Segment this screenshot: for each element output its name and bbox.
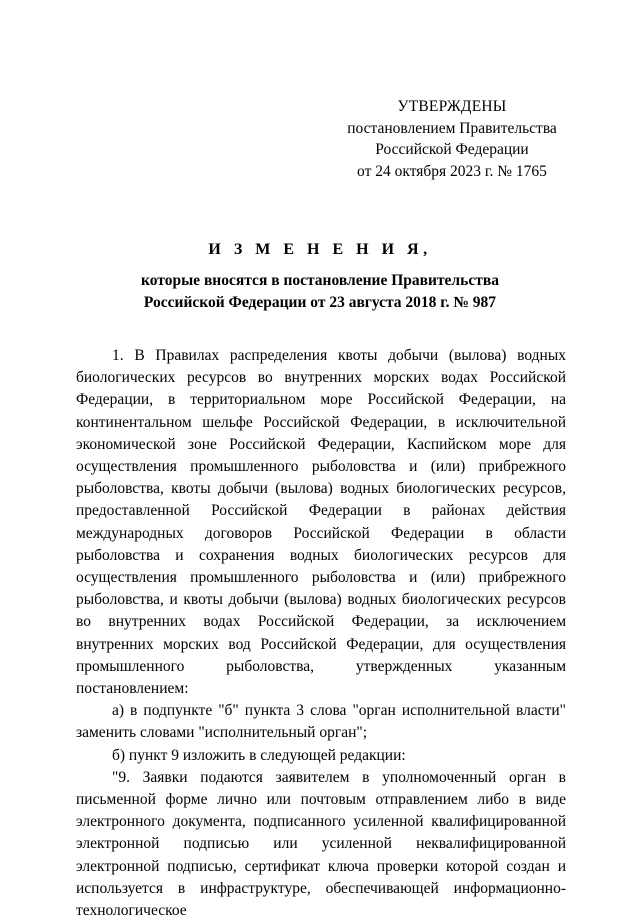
approval-heading: УТВЕРЖДЕНЫ — [397, 98, 507, 115]
document-subtitle-line-1: которые вносятся в постановление Правительства — [141, 272, 499, 289]
approval-line-2: Российской Федерации — [375, 141, 529, 158]
document-title: И З М Е Н Е Н И Я, — [208, 241, 432, 258]
document-title-block — [60, 240, 580, 313]
approval-line-1: постановлением Правительства — [347, 119, 557, 137]
paragraph-item-b: б) пункт 9 изложить в следующей редакции: — [112, 746, 406, 764]
document-body — [76, 345, 566, 922]
approval-line-3: от 24 октября 2023 г. № 1765 — [357, 162, 547, 180]
paragraph-1: 1. В Правилах распределения квоты добычи (вылова) водных биологических ресурсов во внутренних морских водах Российской Федерации, в территориальном море Российской Федерации, на континентальном шельфе Российской Федерации, в исключительной экономической зоне Российской Федерации, Каспийском море для осуществления промышленного рыболовства и (или) прибрежного рыболовства, квоты добычи (вылова) водных биологических ресурсов, предоставленной Российской Федерации в районах действия международных договоров Российской Федерации в области рыболовства и сохранения водных биологических ресурсов для осуществления промышленного рыболовства и (или) прибрежного рыболовства, и квоты добычи (вылова) водных биологических ресурсов во внутренних водах Российской Федерации, за исключением внутренних морских вод Российской Федерации, для осуществления промышленного рыболовства, утвержденных указанным постановлением: — [76, 347, 566, 698]
approval-stamp — [330, 96, 574, 182]
document-subtitle-line-2: Российской Федерации от 23 августа 2018 г. № 987 — [143, 293, 497, 311]
paragraph-item-a: а) в подпункте "б" пункта 3 слова "орган исполнительной власти" заменить словами "исполнительный орган"; — [76, 702, 566, 742]
paragraph-quote: "9. Заявки подаются заявителем в уполномоченный орган в письменной форме лично или почтовым отправлением либо в виде электронного документа, подписанного усиленной квалифицированной электронной подписью или усиленной неквалифицированной электронной подписью, сертификат ключа проверки которой создан и используется в инфраструктуре, обеспечивающей информационно-технологическое — [76, 768, 566, 920]
